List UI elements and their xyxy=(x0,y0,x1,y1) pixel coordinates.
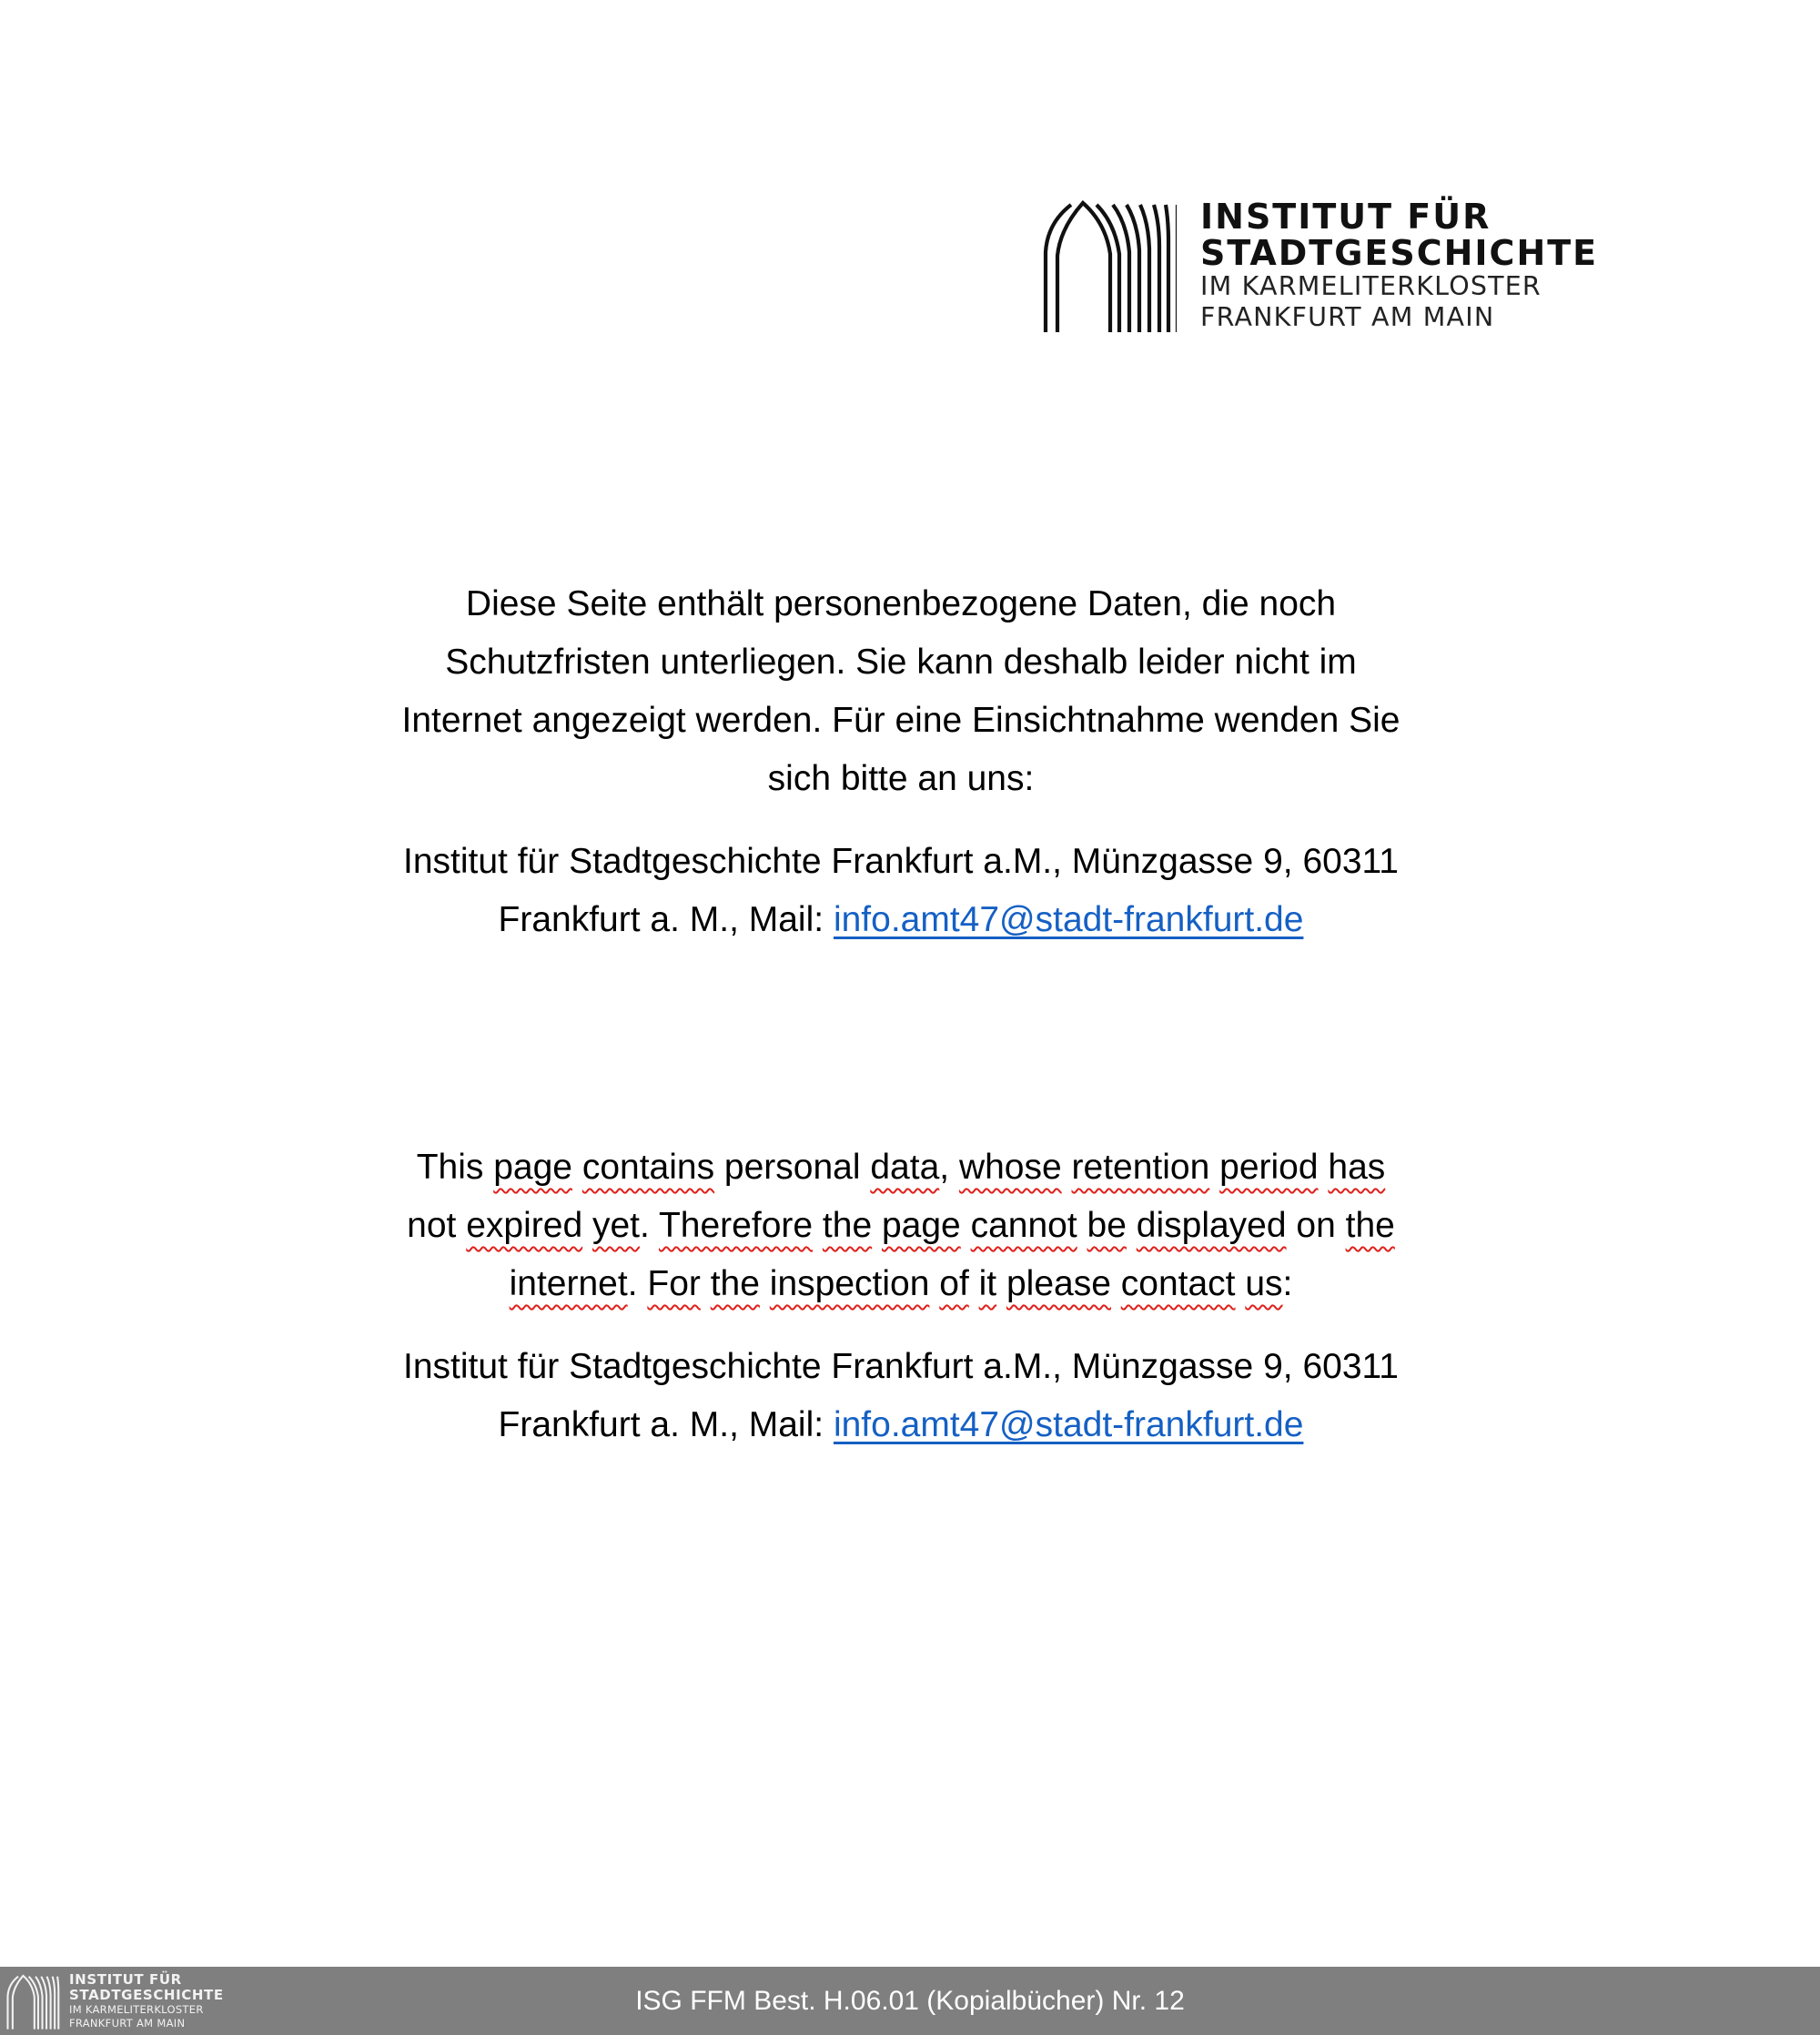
address-mail-label: Frankfurt a. M., Mail: xyxy=(498,1405,834,1444)
logo-line-1: INSTITUT FÜR xyxy=(1200,197,1491,237)
german-notice xyxy=(273,575,1529,808)
german-contact xyxy=(273,833,1529,949)
spellcheck-flagged-word: expired xyxy=(466,1206,583,1245)
institute-logo xyxy=(1040,196,1598,337)
spellcheck-flagged-word: internet xyxy=(509,1264,628,1303)
logo-wordmark xyxy=(1200,196,1598,333)
spellcheck-flagged-word: retention xyxy=(1071,1148,1210,1187)
english-notice-line: not expired yet. Therefore the page cannot be displayed on the xyxy=(407,1206,1395,1245)
english-notice xyxy=(273,1139,1529,1313)
spellcheck-flagged-word: us xyxy=(1245,1264,1283,1303)
german-notice-line: Schutzfristen unterliegen. Sie kann deshalb leider nicht im xyxy=(445,643,1357,682)
german-notice-line: sich bitte an uns: xyxy=(767,759,1035,798)
spellcheck-flagged-word: be xyxy=(1087,1206,1127,1245)
spellcheck-flagged-word: the xyxy=(822,1206,873,1245)
spellcheck-flagged-word: of xyxy=(939,1264,969,1303)
english-address xyxy=(273,1338,1529,1454)
footer-logo-line-3: IM KARMELITERKLOSTER xyxy=(69,2003,204,2016)
english-notice-text xyxy=(273,1139,1529,1313)
spellcheck-flagged-word: yet xyxy=(592,1206,641,1245)
footer-logo-line-4: FRANKFURT AM MAIN xyxy=(69,2017,186,2030)
spellcheck-flagged-word: the xyxy=(1345,1206,1395,1245)
spellcheck-flagged-word: please xyxy=(1006,1264,1111,1303)
address-mail-label: Frankfurt a. M., Mail: xyxy=(498,900,834,939)
email-link[interactable]: info.amt47@stadt-frankfurt.de xyxy=(833,900,1304,939)
german-notice-line: Internet angezeigt werden. Für eine Einsichtnahme wenden Sie xyxy=(401,701,1400,740)
english-contact xyxy=(273,1338,1529,1454)
archive-reference xyxy=(0,1967,1820,2035)
footer-bar xyxy=(0,1967,1820,2035)
german-notice-line: Diese Seite enthält personenbezogene Daten, die noch xyxy=(465,584,1337,623)
spellcheck-flagged-word: contact xyxy=(1120,1264,1236,1303)
spellcheck-flagged-word: inspection xyxy=(769,1264,930,1303)
spellcheck-flagged-word: page xyxy=(881,1206,961,1245)
spellcheck-flagged-word: whose xyxy=(958,1148,1062,1187)
gothic-arch-logo-icon xyxy=(1040,196,1177,334)
logo-line-3: IM KARMELITERKLOSTER xyxy=(1200,271,1542,301)
footer-logo-line-1: INSTITUT FÜR xyxy=(69,1971,182,1988)
footer-logo-line-2: STADTGESCHICHTE xyxy=(69,1987,224,2003)
spellcheck-flagged-word: the xyxy=(710,1264,760,1303)
email-link[interactable]: info.amt47@stadt-frankfurt.de xyxy=(833,1405,1304,1444)
spellcheck-flagged-word: has xyxy=(1328,1148,1386,1187)
archive-reference-text: ISG FFM Best. H.06.01 (Kopialbücher) Nr. 12 xyxy=(635,1986,1185,2016)
spellcheck-flagged-word: data xyxy=(870,1148,940,1187)
logo-line-4: FRANKFURT AM MAIN xyxy=(1200,302,1495,332)
spellcheck-flagged-word: cannot xyxy=(970,1206,1077,1245)
spellcheck-flagged-word: page xyxy=(493,1148,572,1187)
logo-line-2: STADTGESCHICHTE xyxy=(1200,233,1599,273)
spellcheck-flagged-word: period xyxy=(1219,1148,1319,1187)
spellcheck-flagged-word: For xyxy=(647,1264,701,1303)
address-line: Institut für Stadtgeschichte Frankfurt a.M., Münzgasse 9, 60311 xyxy=(403,842,1399,881)
address-line: Institut für Stadtgeschichte Frankfurt a.M., Münzgasse 9, 60311 xyxy=(403,1347,1399,1386)
spellcheck-flagged-word: displayed xyxy=(1136,1206,1287,1245)
spellcheck-flagged-word: it xyxy=(978,1264,997,1303)
english-notice-line: This page contains personal data, whose retention period has xyxy=(416,1148,1386,1187)
english-notice-line: internet. For the inspection of it please contact us: xyxy=(509,1264,1293,1303)
spellcheck-flagged-word: Therefore xyxy=(658,1206,814,1245)
german-address xyxy=(273,833,1529,949)
spellcheck-flagged-word: contains xyxy=(581,1148,715,1187)
german-notice-text xyxy=(273,575,1529,808)
